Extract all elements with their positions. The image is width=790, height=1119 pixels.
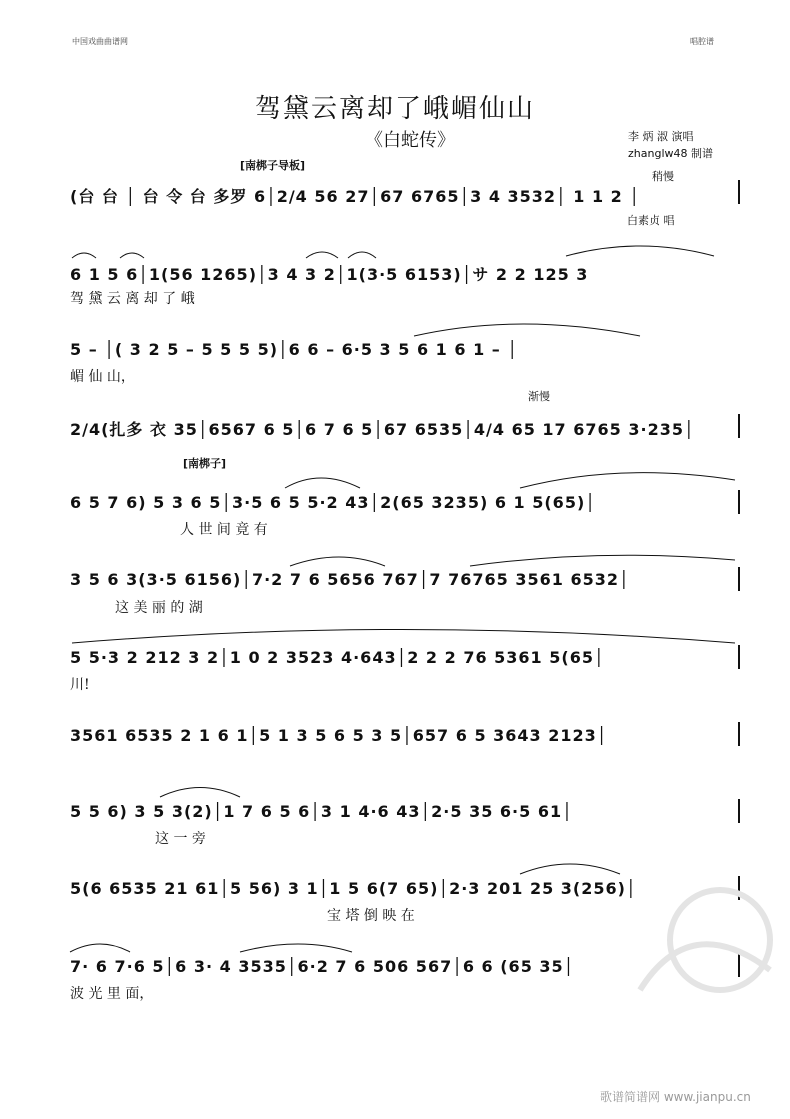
score-row-4: 2/4(扎多 衣 35│6567 6 5│6 7 6 5│67 6535│4/4 65 17 6765 3·235│ <box>70 420 695 439</box>
tune-marker-daoban: [南梆子导板] <box>240 159 306 172</box>
watermark-graphic <box>610 870 780 1020</box>
score-row-2: 6 1 5 6│1(56 1265)│3 4 3 2│1(3·5 6153)│サ 2 2 125 3 <box>70 265 589 284</box>
tune-marker-nanbangzi: [南梆子] <box>183 457 227 470</box>
lyrics-row-6: 这 美 丽 的 湖 <box>115 600 203 616</box>
score-row-9: 5 5 6) 3 5 3(2)│1 7 6 5 6│3 1 4·6 43│2·5 35 6·5 61│ <box>70 802 573 821</box>
lyrics-row-11: 波 光 里 面， <box>70 986 154 1002</box>
site-header: 中国戏曲曲谱网 <box>72 37 128 46</box>
tempo-gradual: 渐慢 <box>528 390 550 403</box>
score-row-5: 6 5 7 6) 5 3 6 5│3·5 6 5 5·2 43│2(65 3235) 6 1 5(65)│ <box>70 493 596 512</box>
opera-subtitle: 《白蛇传》 <box>365 130 455 151</box>
score-row-1: (台 台 │ 台 令 台 多罗 6│2/4 56 27│67 6765│3 4 3532│ 1 1 2 │ <box>70 187 641 206</box>
score-row-10: 5(6 6535 21 61│5 56) 3 1│1 5 6(7 65)│2·3 201 25 3(256)│ <box>70 879 637 898</box>
score-type-label: 唱腔谱 <box>690 37 714 46</box>
role-label: 白素贞 唱 <box>627 214 675 227</box>
score-row-8: 3561 6535 2 1 6 1│5 1 3 5 6 5 3 5│657 6 5 3643 2123│ <box>70 726 608 745</box>
score-row-3: 5 – │( 3 2 5 – 5 5 5 5)│6 6 – 6·5 3 5 6 1 6 1 – │ <box>70 340 518 359</box>
lyrics-row-10: 宝 塔 倒 映 在 <box>327 908 415 924</box>
lyrics-row-2: 驾 黛 云 离 却 了 峨 <box>70 291 195 307</box>
tempo-slow: 稍慢 <box>652 170 674 183</box>
notation-credit: zhanglw48 制谱 <box>628 147 713 160</box>
lyrics-row-9: 这 一 旁 <box>155 831 206 847</box>
lyrics-row-5: 人 世 间 竟 有 <box>180 522 268 538</box>
lyrics-row-3: 嵋 仙 山， <box>70 369 135 385</box>
performer-credit: 李 炳 淑 演唱 <box>628 130 694 143</box>
score-row-11: 7· 6 7·6 5│6 3· 4 3535│6·2 7 6 506 567│6 6 (65 35│ <box>70 957 575 976</box>
score-row-6: 3 5 6 3(3·5 6156)│7·2 7 6 5656 767│7 76765 3561 6532│ <box>70 570 630 589</box>
lyrics-row-7: 川! <box>70 677 90 693</box>
score-row-7: 5 5·3 2 212 3 2│1 0 2 3523 4·643│2 2 2 76 5361 5(65│ <box>70 648 605 667</box>
footer-watermark: 歌谱简谱网 www.jianpu.cn <box>600 1090 751 1104</box>
song-title: 驾黛云离却了峨嵋仙山 <box>254 94 535 124</box>
